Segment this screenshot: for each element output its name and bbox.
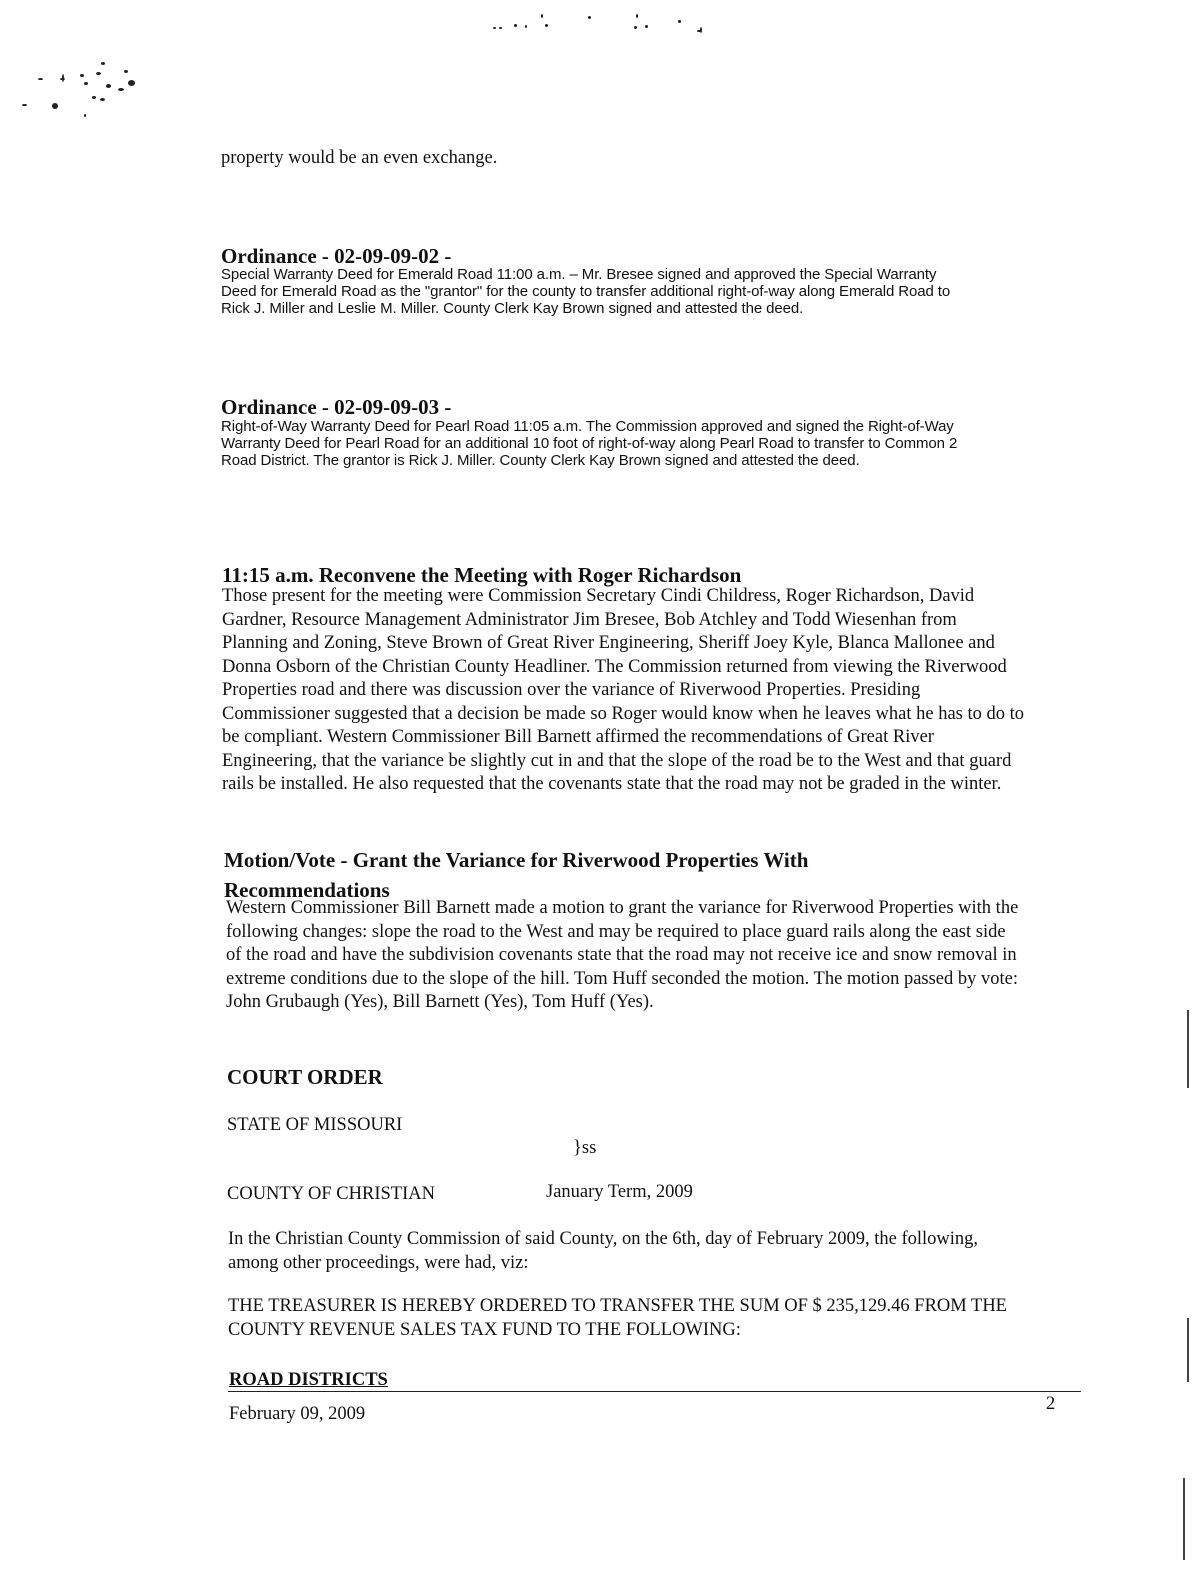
- page-number: 2: [1046, 1394, 1056, 1414]
- ordinance-2-title: Ordinance - 02-09-09-03 -: [221, 395, 452, 419]
- court-order-transfer: [228, 1294, 1007, 1342]
- reconvene-line: be compliant. Western Commissioner Bill Barnett affirmed the recommendations of Great River: [222, 727, 934, 747]
- ordinance-1-body: [221, 266, 950, 317]
- scan-edge-mark: [1183, 1478, 1185, 1560]
- proceedings-line: In the Christian County Commission of said County, on the 6th, day of February 2009, the following,: [228, 1229, 979, 1249]
- scan-edge-mark: [1187, 1318, 1189, 1382]
- court-order-proceedings: [228, 1227, 978, 1275]
- reconvene-line: Planning and Zoning, Steve Brown of Great River Engineering, Sheriff Joey Kyle, Blanca Mallonee and: [222, 633, 995, 653]
- motion-line: of the road and have the subdivision covenants state that the road may not receive ice and snow removal in: [226, 945, 1017, 965]
- reconvene-line: Donna Osborn of the Christian County Headliner. The Commission returned from viewing the Riverwood: [222, 656, 1007, 677]
- proceedings-line: among other proceedings, were had, viz:: [228, 1253, 529, 1273]
- reconvene-title: 11:15 a.m. Reconvene the Meeting with Roger Richardson: [222, 563, 742, 587]
- court-order-title: COURT ORDER: [227, 1065, 383, 1089]
- motion-title: [224, 845, 808, 905]
- scan-edge-mark: [1187, 1010, 1189, 1088]
- motion-title-line: Motion/Vote - Grant the Variance for Riverwood Properties With: [224, 848, 809, 872]
- ordinance-2-line: Road District. The grantor is Rick J. Miller. County Clerk Kay Brown signed and attested the deed.: [221, 452, 860, 469]
- motion-title-line: Recommendations: [224, 878, 390, 902]
- reconvene-line: Engineering, that the variance be slightly cut in and that the slope of the road be to the West and that guard: [222, 750, 1012, 771]
- ordinance-1-line: Deed for Emerald Road as the "grantor" for the county to transfer additional right-of-way along Emerald Road to: [221, 283, 951, 300]
- ordinance-1-title: Ordinance - 02-09-09-02 -: [221, 244, 452, 268]
- ordinance-2-line: Warranty Deed for Pearl Road for an additional 10 foot of right-of-way along Pearl Road to transfer to Common 2: [221, 435, 958, 452]
- motion-line: extreme conditions due to the slope of the hill. Tom Huff seconded the motion. The motion passed by vote:: [226, 968, 1019, 989]
- reconvene-line: Properties road and there was discussion over the variance of Riverwood Properties. Presiding: [222, 680, 921, 700]
- reconvene-line: rails be installed. He also requested that the covenants state that the road may not be graded in the winter.: [222, 774, 1002, 794]
- motion-line: Western Commissioner Bill Barnett made a motion to grant the variance for Riverwood Properties with the: [226, 898, 1019, 918]
- court-order-term: January Term, 2009: [546, 1182, 693, 1202]
- footer-date: February 09, 2009: [229, 1404, 366, 1424]
- motion-body: [226, 897, 1018, 1015]
- court-order-county: COUNTY OF CHRISTIAN: [227, 1184, 435, 1204]
- ordinance-1-line: Rick J. Miller and Leslie M. Miller. County Clerk Kay Brown signed and attested the deed.: [221, 300, 804, 317]
- motion-line: John Grubaugh (Yes), Bill Barnett (Yes), Tom Huff (Yes).: [226, 992, 654, 1012]
- ordinance-2-line: Right-of-Way Warranty Deed for Pearl Road 11:05 a.m. The Commission approved and signed the Right-of-Way: [221, 418, 954, 435]
- road-districts-heading: ROAD DISTRICTS: [229, 1370, 388, 1390]
- ordinance-2-body: [221, 418, 957, 469]
- transfer-line: THE TREASURER IS HEREBY ORDERED TO TRANSFER THE SUM OF $ 235,129.46 FROM THE: [228, 1296, 1007, 1316]
- motion-line: following changes: slope the road to the West and may be required to place guard rails along the east side: [226, 921, 1006, 942]
- transfer-line: COUNTY REVENUE SALES TAX FUND TO THE FOLLOWING:: [228, 1320, 741, 1340]
- intro-text: property would be an even exchange.: [221, 148, 498, 168]
- reconvene-body: [222, 585, 1024, 797]
- reconvene-line: Gardner, Resource Management Administrator Jim Bresee, Bob Atchley and Todd Wiesenhan from: [222, 609, 957, 630]
- footer-divider: [228, 1391, 1081, 1392]
- court-order-ss: }ss: [573, 1138, 597, 1158]
- court-order-state: STATE OF MISSOURI: [227, 1115, 403, 1135]
- reconvene-line: Those present for the meeting were Commission Secretary Cindi Childress, Roger Richardson, David: [222, 586, 975, 606]
- ordinance-1-line: Special Warranty Deed for Emerald Road 11:00 a.m. – Mr. Bresee signed and approved the Special Warranty: [221, 266, 937, 283]
- reconvene-line: Commissioner suggested that a decision be made so Roger would know when he leaves what he has to do to: [222, 703, 1025, 724]
